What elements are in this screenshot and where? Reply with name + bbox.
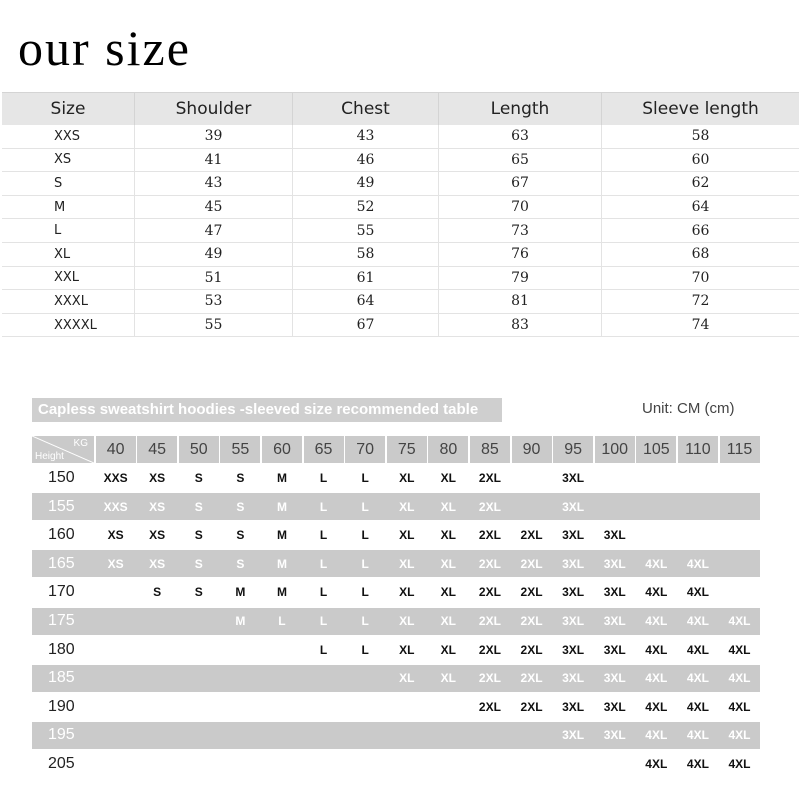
- cell-sleeve-length: 58: [602, 125, 800, 148]
- size-cell: 2XL: [520, 699, 543, 714]
- size-cell: XL: [399, 585, 415, 600]
- size-cell: 3XL: [562, 528, 585, 543]
- size-cell: 4XL: [728, 642, 751, 657]
- cell-chest: 61: [293, 266, 439, 290]
- header-chest: Chest: [293, 93, 439, 126]
- size-cell: 4XL: [645, 728, 668, 743]
- recommendation-row: [32, 579, 760, 606]
- cell-shoulder: 53: [135, 290, 293, 314]
- cell-chest: 49: [293, 172, 439, 196]
- size-cell: L: [319, 471, 328, 486]
- size-cell: XS: [149, 556, 166, 571]
- size-cell: M: [276, 556, 287, 571]
- size-cell: 3XL: [562, 642, 585, 657]
- size-cell: 3XL: [603, 642, 626, 657]
- weight-header: 60: [262, 436, 302, 463]
- size-cell: S: [153, 585, 162, 600]
- cell-sleeve-length: 72: [602, 290, 800, 314]
- weight-header: 75: [387, 436, 427, 463]
- weight-header: 65: [304, 436, 344, 463]
- recommendation-row: [32, 522, 760, 549]
- size-cell: XL: [399, 614, 415, 629]
- size-cell: 4XL: [728, 671, 751, 686]
- size-cell: L: [361, 499, 369, 514]
- recommendation-row: [32, 722, 760, 749]
- size-cell: 4XL: [728, 699, 751, 714]
- cell-shoulder: 47: [135, 219, 293, 243]
- measurement-row: [2, 290, 799, 314]
- cell-sleeve-length: 66: [602, 219, 800, 243]
- size-cell: 2XL: [478, 671, 501, 686]
- size-cell: 3XL: [603, 699, 626, 714]
- size-cell: XXS: [103, 499, 128, 514]
- cell-sleeve-length: 74: [602, 313, 800, 337]
- size-cell: XL: [440, 671, 457, 686]
- size-cell: S: [236, 471, 245, 486]
- height-value: 160: [48, 526, 75, 544]
- cell-size: XL: [2, 242, 135, 266]
- size-cell: XL: [440, 556, 457, 571]
- cell-chest: 67: [293, 313, 439, 337]
- cell-shoulder: 51: [135, 266, 293, 290]
- recommendation-row: [32, 493, 760, 520]
- weight-header: 50: [179, 436, 219, 463]
- size-cell: 2XL: [478, 528, 501, 543]
- cell-chest: 58: [293, 242, 439, 266]
- size-cell: 4XL: [728, 757, 751, 772]
- cell-length: 73: [439, 219, 602, 243]
- size-cell: 2XL: [520, 528, 543, 543]
- cell-size: XS: [2, 148, 135, 172]
- size-cell: L: [361, 585, 369, 600]
- size-cell: L: [319, 614, 328, 629]
- size-cell: L: [361, 642, 369, 657]
- size-cell: XS: [149, 471, 166, 486]
- measurement-row: [2, 242, 799, 266]
- size-cell: S: [236, 528, 245, 543]
- cell-size: XXS: [2, 125, 135, 148]
- header-shoulder: Shoulder: [135, 93, 293, 126]
- cell-length: 70: [439, 195, 602, 219]
- size-cell: XL: [399, 499, 415, 514]
- weight-header: 110: [678, 436, 718, 463]
- height-value: 195: [48, 726, 75, 744]
- size-cell: 3XL: [562, 585, 585, 600]
- height-value: 190: [48, 697, 75, 715]
- size-cell: 4XL: [686, 671, 709, 686]
- page-title: our size: [18, 20, 191, 76]
- size-cell: L: [319, 585, 328, 600]
- size-cell: XS: [107, 556, 124, 571]
- size-cell: L: [361, 528, 369, 543]
- size-cell: XL: [440, 614, 457, 629]
- cell-shoulder: 45: [135, 195, 293, 219]
- recommendation-row: [32, 550, 760, 577]
- measurement-table: [2, 92, 799, 337]
- size-cell: S: [194, 471, 203, 486]
- recommendation-title: Capless sweatshirt hoodies -sleeved size recommended table: [32, 398, 502, 422]
- size-cell: 2XL: [478, 699, 501, 714]
- size-cell: 3XL: [603, 728, 626, 743]
- size-cell: 4XL: [686, 728, 709, 743]
- cell-chest: 43: [293, 125, 439, 148]
- cell-shoulder: 49: [135, 242, 293, 266]
- weight-header-row: [32, 436, 760, 463]
- cell-length: 63: [439, 125, 602, 148]
- size-cell: 3XL: [603, 614, 626, 629]
- recommendation-table: [32, 436, 760, 779]
- size-cell: 3XL: [603, 556, 626, 571]
- size-cell: XL: [440, 471, 457, 486]
- weight-header: 95: [553, 436, 593, 463]
- size-cell: 4XL: [645, 556, 668, 571]
- size-cell: XL: [440, 499, 457, 514]
- cell-length: 79: [439, 266, 602, 290]
- size-cell: 2XL: [478, 499, 501, 514]
- cell-size: S: [2, 172, 135, 196]
- cell-shoulder: 39: [135, 125, 293, 148]
- size-cell: 2XL: [478, 614, 501, 629]
- cell-length: 81: [439, 290, 602, 314]
- size-cell: L: [319, 499, 328, 514]
- height-value: 205: [48, 755, 75, 773]
- height-value: 150: [48, 469, 75, 487]
- size-cell: L: [319, 556, 328, 571]
- size-cell: 4XL: [645, 671, 668, 686]
- header-size: Size: [2, 93, 135, 126]
- size-cell: S: [194, 528, 203, 543]
- size-cell: S: [194, 556, 203, 571]
- size-cell: 4XL: [645, 614, 668, 629]
- size-cell: M: [276, 499, 287, 514]
- cell-size: XXXL: [2, 290, 135, 314]
- weight-header: 55: [220, 436, 260, 463]
- size-cell: 2XL: [478, 642, 501, 657]
- height-value: 170: [48, 583, 75, 601]
- cell-size: XXL: [2, 266, 135, 290]
- size-cell: 3XL: [562, 471, 585, 486]
- size-cell: XXS: [103, 471, 128, 486]
- measurement-row: [2, 148, 799, 172]
- size-cell: 2XL: [520, 642, 543, 657]
- size-cell: XL: [440, 528, 457, 543]
- measurement-row: [2, 125, 799, 148]
- size-cell: M: [276, 528, 287, 543]
- recommendation-row: [32, 608, 760, 635]
- size-cell: 2XL: [478, 585, 501, 600]
- size-cell: 3XL: [562, 614, 585, 629]
- size-cell: 4XL: [645, 699, 668, 714]
- unit-label: Unit: CM (cm): [642, 400, 735, 417]
- cell-length: 67: [439, 172, 602, 196]
- height-value: 175: [48, 612, 75, 630]
- cell-chest: 46: [293, 148, 439, 172]
- weight-header: 40: [96, 436, 136, 463]
- weight-header: 115: [720, 436, 760, 463]
- size-cell: 4XL: [645, 642, 668, 657]
- weight-header: 105: [636, 436, 676, 463]
- weight-header: 100: [595, 436, 635, 463]
- size-cell: 4XL: [686, 642, 709, 657]
- height-value: 180: [48, 640, 75, 658]
- size-cell: 2XL: [520, 585, 543, 600]
- size-cell: 4XL: [686, 585, 709, 600]
- size-cell: XL: [399, 556, 415, 571]
- measurement-row: [2, 195, 799, 219]
- size-cell: 3XL: [562, 728, 585, 743]
- height-label: Height: [35, 451, 64, 462]
- cell-sleeve-length: 68: [602, 242, 800, 266]
- size-cell: 2XL: [520, 556, 543, 571]
- cell-length: 83: [439, 313, 602, 337]
- size-cell: 3XL: [603, 528, 626, 543]
- measurement-row: [2, 172, 799, 196]
- size-cell: L: [278, 614, 286, 629]
- size-cell: 4XL: [645, 585, 668, 600]
- recommendation-row: [32, 665, 760, 692]
- cell-sleeve-length: 70: [602, 266, 800, 290]
- cell-length: 65: [439, 148, 602, 172]
- size-cell: L: [319, 642, 328, 657]
- cell-size: L: [2, 219, 135, 243]
- cell-shoulder: 41: [135, 148, 293, 172]
- size-cell: 3XL: [562, 699, 585, 714]
- size-cell: M: [276, 471, 287, 486]
- weight-header: 80: [428, 436, 468, 463]
- cell-shoulder: 43: [135, 172, 293, 196]
- size-cell: XS: [107, 528, 124, 543]
- size-cell: S: [236, 499, 245, 514]
- size-cell: L: [361, 556, 369, 571]
- size-cell: 2XL: [520, 671, 543, 686]
- cell-sleeve-length: 64: [602, 195, 800, 219]
- size-cell: XS: [149, 499, 166, 514]
- corner-header: [32, 436, 94, 463]
- size-cell: S: [194, 499, 203, 514]
- size-cell: 4XL: [686, 699, 709, 714]
- header-sleeve-length: Sleeve length: [602, 93, 800, 126]
- height-value: 185: [48, 669, 75, 687]
- size-cell: 4XL: [686, 757, 709, 772]
- measurement-header-row: [2, 93, 799, 126]
- size-cell: M: [276, 585, 287, 600]
- weight-header: 90: [512, 436, 552, 463]
- kg-label: KG: [73, 438, 88, 449]
- size-cell: 2XL: [478, 556, 501, 571]
- size-cell: M: [235, 585, 246, 600]
- recommendation-row: [32, 693, 760, 720]
- size-cell: XL: [440, 642, 457, 657]
- size-cell: 3XL: [562, 671, 585, 686]
- header-length: Length: [439, 93, 602, 126]
- size-cell: 3XL: [603, 671, 626, 686]
- cell-chest: 55: [293, 219, 439, 243]
- size-cell: XL: [440, 585, 457, 600]
- measurement-row: [2, 219, 799, 243]
- cell-length: 76: [439, 242, 602, 266]
- cell-size: XXXXL: [2, 313, 135, 337]
- cell-sleeve-length: 60: [602, 148, 800, 172]
- recommendation-row: [32, 636, 760, 663]
- cell-shoulder: 55: [135, 313, 293, 337]
- size-cell: XL: [399, 671, 415, 686]
- height-value: 155: [48, 497, 75, 515]
- size-cell: XS: [149, 528, 166, 543]
- size-cell: 3XL: [562, 499, 585, 514]
- size-cell: L: [319, 528, 328, 543]
- cell-chest: 52: [293, 195, 439, 219]
- size-cell: XL: [399, 471, 415, 486]
- recommendation-row: [32, 465, 760, 492]
- size-cell: M: [235, 614, 246, 629]
- cell-size: M: [2, 195, 135, 219]
- size-cell: L: [361, 614, 369, 629]
- size-cell: S: [194, 585, 203, 600]
- size-cell: XL: [399, 642, 415, 657]
- height-value: 165: [48, 554, 75, 572]
- size-cell: 4XL: [686, 556, 709, 571]
- size-cell: 2XL: [520, 614, 543, 629]
- measurement-row: [2, 313, 799, 337]
- size-cell: S: [236, 556, 245, 571]
- size-cell: 2XL: [478, 471, 501, 486]
- weight-header: 45: [137, 436, 177, 463]
- weight-header: 70: [345, 436, 385, 463]
- size-cell: 3XL: [603, 585, 626, 600]
- recommendation-row: [32, 751, 760, 778]
- size-cell: L: [361, 471, 369, 486]
- cell-chest: 64: [293, 290, 439, 314]
- cell-sleeve-length: 62: [602, 172, 800, 196]
- size-cell: XL: [399, 528, 415, 543]
- measurement-row: [2, 266, 799, 290]
- size-cell: 4XL: [645, 757, 668, 772]
- size-cell: 4XL: [686, 614, 709, 629]
- size-cell: 4XL: [728, 614, 751, 629]
- size-cell: 4XL: [728, 728, 751, 743]
- weight-header: 85: [470, 436, 510, 463]
- size-cell: 3XL: [562, 556, 585, 571]
